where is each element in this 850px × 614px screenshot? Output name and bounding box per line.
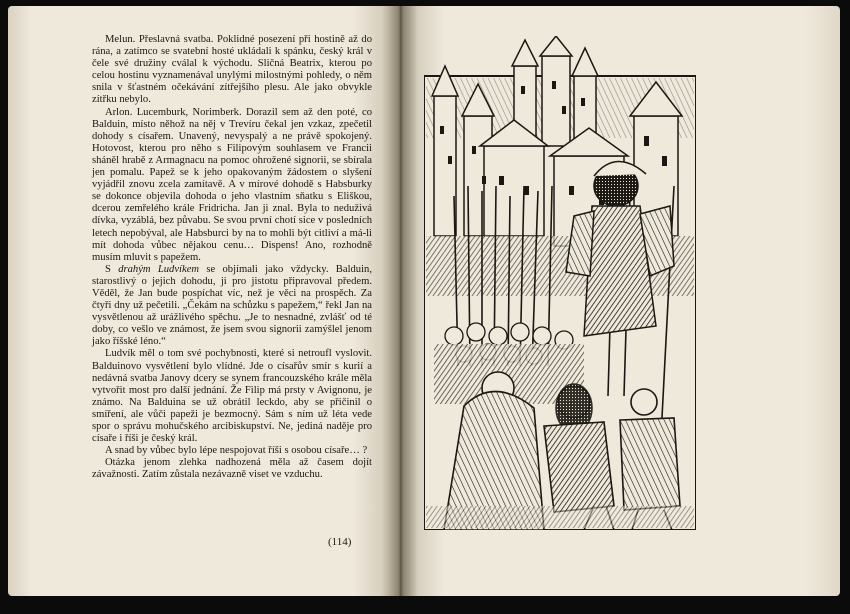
page-number: (114) [328, 536, 352, 548]
paragraph: Otázka jenom zlehka nadhozená měla až časem dojít závažnosti. Zatím zůstala nezávazně viset ve vzduchu. [92, 457, 372, 481]
paragraph-rest: se objímali jako vždycky. Balduin, starostlivý o jejich dohodu, ji pro jistotu připravoval předem. Věděl, že Jan bude pospíchat víc, než je věci na prospěch. Za čtyři dny už pečetili. „Čekám na schůzku s papežem,“ řekl Jan na vysvětlenou až urážlivého spěchu. „Je to nesnadné, zvlášť od té doby, co vešlo ve známost, že jsem svou signorii zamýšlel jenom jako říšské léno.“ [92, 263, 372, 348]
paragraph: Arlon. Lucemburk, Norimberk. Dorazil sem až den poté, co Balduin, místo něhož na něj v Trevíru čekal jen vzkaz, zpečetil dohody s císařem. Unavený, nevyspalý a ne právě spokojený. Hotovost, kterou pro něho s Filipovým souhlasem ve Francii sháněl hrabě z Armagnacu na pomoc ohrožené signorii, se sbírala jen pomalu. Papež se k jeho opakovaným žádostem o slyšení vyjádřil znovu zcela zamítavě. A v mírové dohodě s Habsburky se dokonce objevila dohoda o jeho vlastním sňatku s Eliškou, dcerou zemřelého krále Fridricha. Jan ji znal. Byla to neduživá dívka, vyzáblá, bez půvabu. Se svou první chotí sice v posledních letech nepobýval, ale Habsburci by na to mohli být citliví a má-li mít dohoda vůbec nějakou cenu… Dispens! Ano, rozhodně musím mluvit s papežem. [92, 106, 372, 263]
paragraph: Ludvík měl o tom své pochybnosti, které si netroufl vyslovit. Balduinovo vysvětlení bylo vlídné. Jde o císařův smír s kurií a nedávná svatba Janovy dcery se synem francouzského krále měla vytvořit most pro další jednání. Že Filip má prsty v Avignonu, je známo. Na Balduina se už obrátil leckdo, aby se přičinil o smíření, ale vůči papeži je bezmocný. Sám s ním už léta vede spor o správu mohučského arcibiskupství. Ne, jediná naděje pro císaře i říši je český král. [92, 348, 372, 445]
paragraph-emphasis: drahým Ludvíkem [118, 263, 200, 275]
paragraph: A snad by vůbec bylo lépe nespojovat říši s osobou císaře… ? [105, 445, 368, 457]
paragraph-lead: S [105, 263, 119, 275]
body-text [92, 34, 372, 481]
paragraph: Melun. Přeslavná svatba. Poklidné posezení při hostině až do rána, a zatímco se svatební hosté ukládali k spánku, český král v čele své družiny cválal k východu. Sličná Beatrix, kterou po celou hostinu vyznamenával unylými milostnými pohledy, o něm snila v šťastném očekávání zítřejšího plesu. Ale jako obvykle zítřku nebylo. [92, 34, 372, 106]
woodcut-illustration-icon [424, 36, 696, 530]
paragraph [92, 264, 372, 349]
